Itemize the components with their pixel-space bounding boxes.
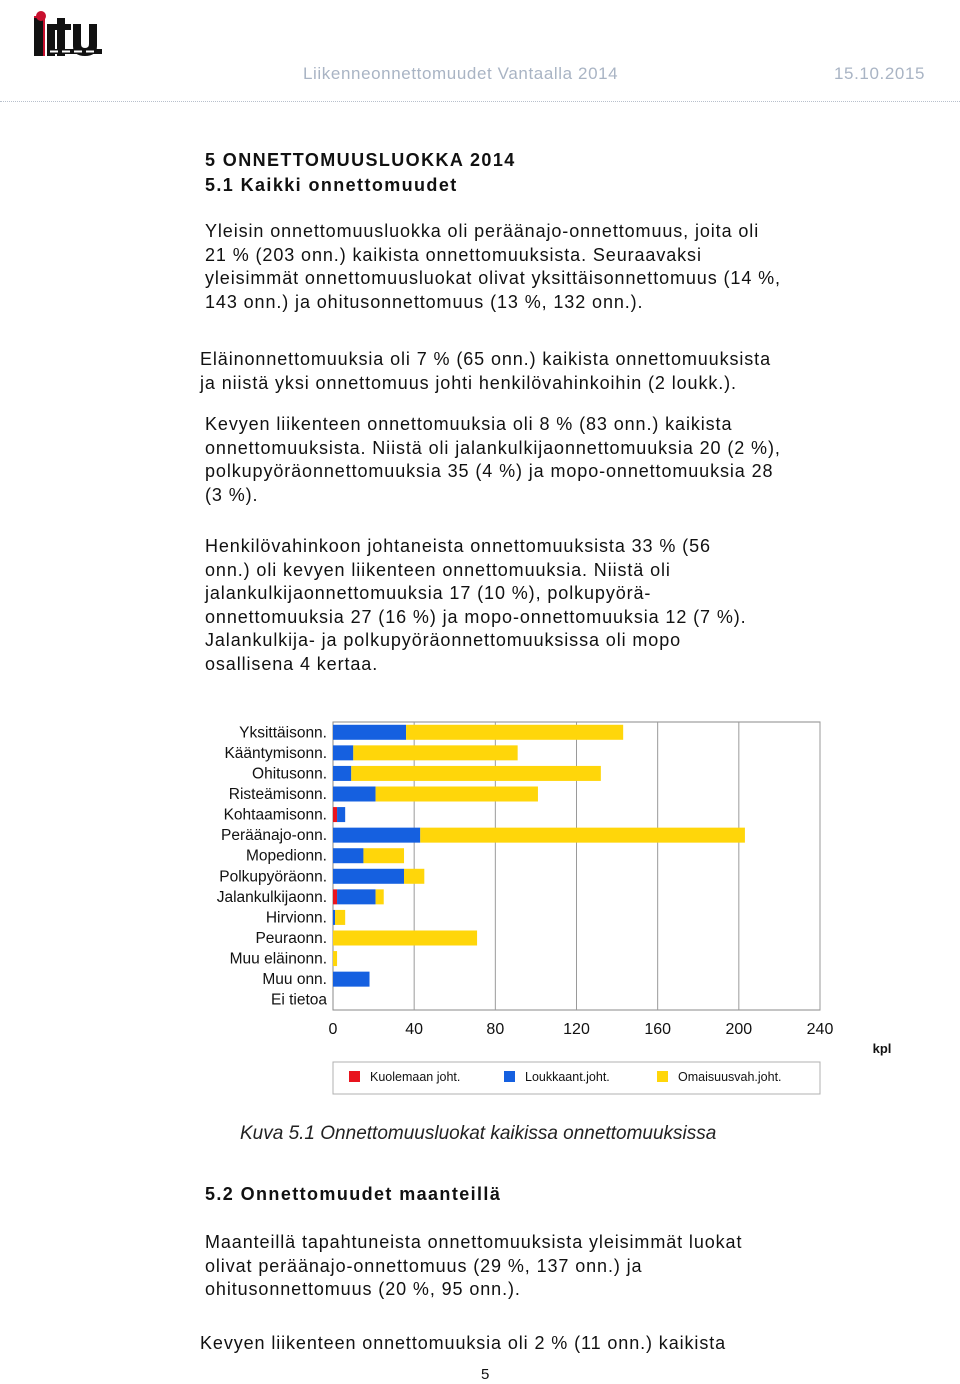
x-tick-label: 120 bbox=[563, 1021, 590, 1038]
bar-segment bbox=[363, 848, 404, 863]
category-label: Kääntymisonn. bbox=[224, 744, 327, 762]
x-tick-label: 160 bbox=[644, 1021, 672, 1038]
bar-segment bbox=[333, 725, 406, 740]
bar-segment bbox=[333, 848, 363, 863]
paragraph-3 bbox=[205, 413, 781, 507]
section-2-heading: 5.2 Onnettomuudet maanteillä bbox=[205, 1184, 502, 1204]
bar-segment bbox=[333, 745, 353, 760]
legend-swatch bbox=[504, 1071, 515, 1082]
bar-segment bbox=[333, 910, 335, 925]
bar-segment bbox=[376, 889, 384, 904]
category-label: Polkupyöräonn. bbox=[219, 868, 327, 886]
paragraph-line: 143 onn.) ja ohitusonnettomuus (13 %, 132 onn.). bbox=[205, 291, 644, 312]
paragraph-1 bbox=[205, 220, 781, 314]
category-label: Peräänajo-onn. bbox=[221, 827, 327, 845]
paragraph-line: ohitusonnettomuus (20 %, 95 onn.). bbox=[205, 1279, 521, 1299]
bar-segment bbox=[420, 828, 745, 843]
paragraph-line: Jalankulkija- ja polkupyöräonnettomuuksissa oli mopo bbox=[205, 630, 682, 650]
paragraph-2 bbox=[200, 348, 771, 395]
bar-segment bbox=[333, 807, 337, 822]
paragraph-line: Maanteillä tapahtuneista onnettomuuksista yleisimmät luokat bbox=[205, 1232, 743, 1252]
category-label: Risteämisonn. bbox=[228, 786, 327, 803]
bar-segment bbox=[333, 766, 351, 781]
category-label: Jalankulkijaonn. bbox=[216, 888, 327, 906]
page-number: 5 bbox=[481, 1366, 490, 1383]
bar-segment bbox=[333, 889, 337, 904]
category-label: Muu eläinonn. bbox=[229, 950, 327, 968]
category-label: Mopedionn. bbox=[245, 847, 327, 865]
x-axis-unit: kpl bbox=[872, 1041, 892, 1056]
category-label: Kohtaamisonn. bbox=[223, 806, 327, 824]
category-label: Ei tietoa bbox=[270, 991, 327, 1009]
header-divider bbox=[0, 101, 960, 102]
paragraph-line: Kevyen liikenteen onnettomuuksia oli 8 % (83 onn.) kaikista bbox=[205, 414, 733, 434]
bar-segment bbox=[333, 972, 370, 987]
x-tick-label: 200 bbox=[725, 1021, 753, 1038]
paragraph-line: onnettomuuksia 27 (16 %) ja mopo-onnettomuuksia 12 (7 %). bbox=[205, 606, 747, 627]
paragraph-4 bbox=[205, 535, 747, 676]
category-label: Muu onn. bbox=[262, 971, 327, 989]
bar-segment bbox=[353, 745, 517, 760]
paragraph-line: osallisena 4 kertaa. bbox=[205, 653, 379, 674]
bar-segment bbox=[404, 869, 424, 884]
legend-swatch bbox=[657, 1071, 668, 1082]
chart-legend bbox=[333, 1062, 820, 1094]
bar-segment bbox=[406, 725, 623, 740]
subsection-heading: 5.1 Kaikki onnettomuudet bbox=[205, 175, 458, 195]
category-label: Yksittäisonn. bbox=[239, 724, 327, 742]
category-label: Hirvionn. bbox=[265, 909, 327, 927]
category-label: Ohitusonn. bbox=[252, 765, 327, 783]
paragraph-line: 21 % (203 onn.) kaikista onnettomuuksista. Seuraavaksi bbox=[205, 244, 702, 265]
legend-swatch bbox=[349, 1071, 360, 1082]
x-tick-label: 80 bbox=[486, 1021, 505, 1038]
paragraph-line: onnettomuuksista. Niistä oli jalankulkijaonnettomuuksia 20 (2 %), bbox=[205, 437, 781, 458]
paragraph-line: polkupyöräonnettomuuksia 35 (4 %) ja mopo-onnettomuuksia 28 bbox=[205, 461, 774, 481]
bar-segment bbox=[376, 787, 538, 802]
bar-segment bbox=[333, 951, 337, 966]
litu-logo bbox=[28, 10, 104, 62]
paragraph-line: onn.) oli kevyen liikenteen onnettomuuksia. Niistä oli bbox=[205, 559, 671, 580]
legend-label: Kuolemaan joht. bbox=[370, 1070, 461, 1084]
bar-segment bbox=[335, 910, 345, 925]
paragraph-line: jalankulkijaonnettomuuksia 17 (10 %), polkupyörä- bbox=[205, 583, 652, 603]
paragraph-line: Kevyen liikenteen onnettomuuksia oli 2 % (11 onn.) kaikista bbox=[200, 1333, 727, 1353]
x-tick-label: 0 bbox=[328, 1021, 338, 1038]
figure-caption: Kuva 5.1 Onnettomuusluokat kaikissa onnettomuuksissa bbox=[240, 1123, 717, 1144]
bar-segment bbox=[333, 787, 376, 802]
paragraph-5 bbox=[205, 1231, 742, 1302]
document-date: 15.10.2015 bbox=[834, 64, 926, 83]
paragraph-line: Eläinonnettomuuksia oli 7 % (65 onn.) kaikista onnettomuuksista bbox=[200, 349, 771, 369]
x-tick-label: 40 bbox=[405, 1021, 424, 1038]
paragraph-line: Yleisin onnettomuusluokka oli peräänajo-onnettomuus, joita oli bbox=[205, 221, 760, 241]
legend-label: Omaisuusvah.joht. bbox=[678, 1070, 782, 1084]
paragraph-line: olivat peräänajo-onnettomuus (29 %, 137 onn.) ja bbox=[205, 1255, 643, 1276]
x-tick-label: 240 bbox=[806, 1021, 834, 1038]
category-label: Peuraonn. bbox=[255, 930, 327, 947]
paragraph-line: yleisimmät onnettomuusluokat olivat yksittäisonnettomuus (14 %, bbox=[205, 268, 781, 288]
paragraph-line: Henkilövahinkoon johtaneista onnettomuuksista 33 % (56 bbox=[205, 536, 711, 556]
bar-segment bbox=[337, 889, 376, 904]
bar-segment bbox=[333, 828, 420, 843]
paragraph-line: ja niistä yksi onnettomuus johti henkilövahinkoihin (2 loukk.). bbox=[200, 372, 737, 393]
accident-class-chart bbox=[196, 712, 898, 1152]
bar-segment bbox=[351, 766, 601, 781]
document-title: Liikenneonnettomuudet Vantaalla 2014 bbox=[303, 64, 619, 83]
paragraph-6 bbox=[200, 1332, 726, 1356]
section-heading: 5 ONNETTOMUUSLUOKKA 2014 bbox=[205, 150, 516, 170]
bar-segment bbox=[333, 931, 477, 946]
bar-segment bbox=[337, 807, 345, 822]
paragraph-line: (3 %). bbox=[205, 484, 259, 505]
bar-segment bbox=[333, 869, 404, 884]
legend-label: Loukkaant.joht. bbox=[525, 1070, 610, 1084]
